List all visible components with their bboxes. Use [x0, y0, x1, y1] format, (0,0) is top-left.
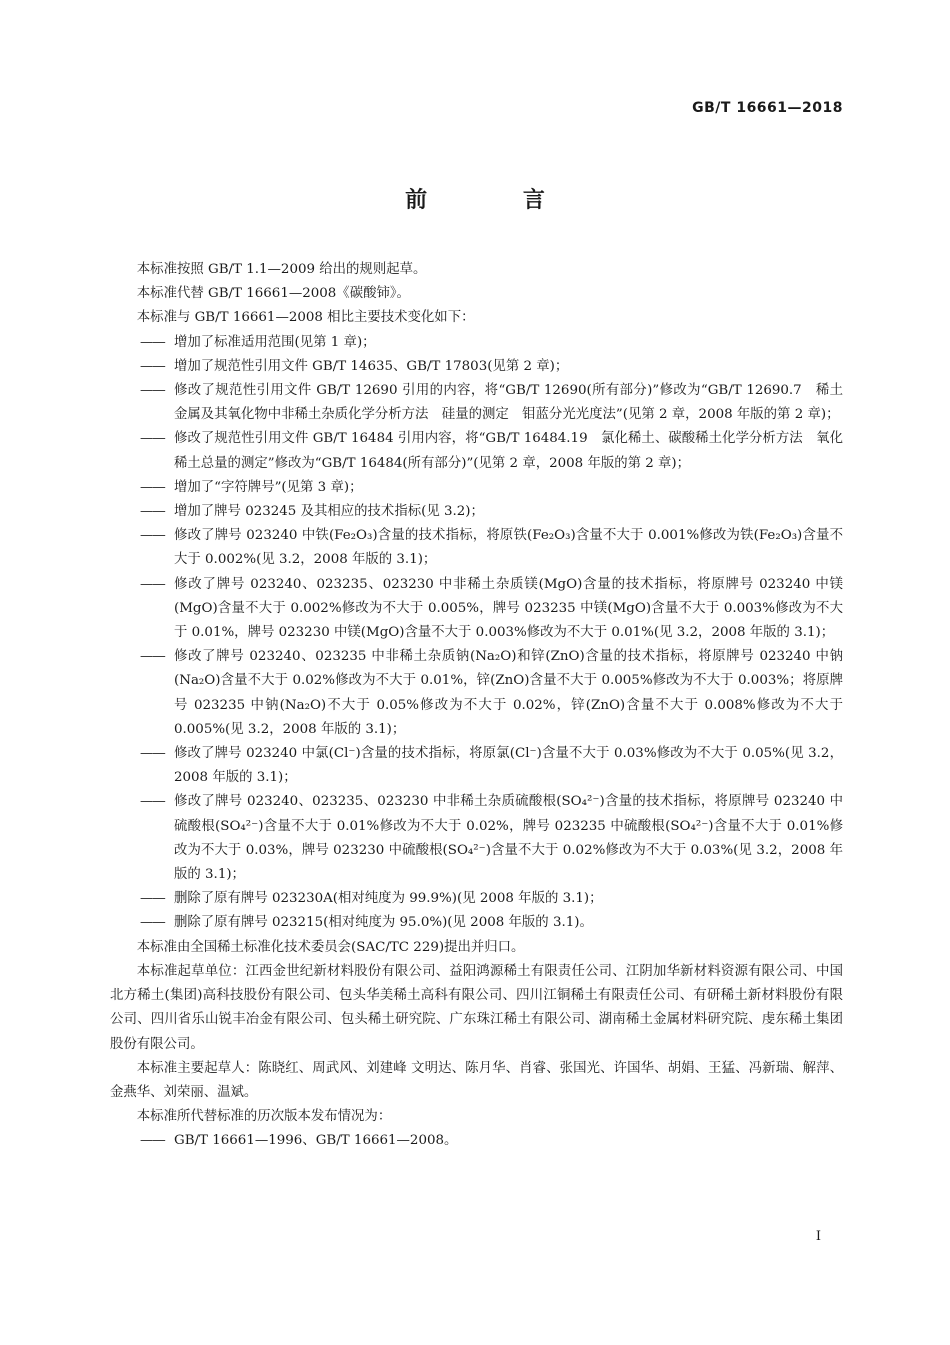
- dash-marker: ——: [140, 504, 165, 520]
- dash-marker: ——: [140, 479, 165, 495]
- dash-marker: ——: [140, 383, 165, 399]
- dash-marker: ——: [140, 576, 165, 592]
- closing-paragraph: 本标准主要起草人：陈晓红、周武风、刘建峰 文明达、陈月华、肖睿、张国光、许国华、胡娟、王猛、冯新瑞、解萍、金燕华、刘荣丽、温斌。: [110, 1060, 843, 1100]
- closing-paragraph: 本标准由全国稀土标准化技术委员会(SAC/TC 229)提出并归口。: [136, 939, 525, 955]
- change-item: [110, 524, 843, 572]
- intro-paragraph: 本标准代替 GB/T 16661—2008《碳酸铈》。: [136, 286, 410, 302]
- dash-marker: ——: [140, 915, 165, 931]
- dash-marker: ——: [140, 746, 165, 762]
- history-text: GB/T 16661—1996、GB/T 16661—2008。: [174, 1133, 458, 1149]
- change-text: 删除了原有牌号 023215(相对纯度为 95.0%)(见 2008 年版的 3.1)。: [174, 915, 593, 931]
- change-text: 增加了规范性引用文件 GB/T 14635、GB/T 17803(见第 2 章)；: [174, 358, 569, 374]
- change-text: 增加了标准适用范围(见第 1 章)；: [174, 334, 376, 350]
- closing-paragraph: 本标准起草单位：江西金世纪新材料股份有限公司、益阳鸿源稀土有限责任公司、江阴加华新材料资源有限公司、中国北方稀土(集团)高科技股份有限公司、包头华美稀土高科有限公司、四川江铜稀土有限责任公司、有研稀土新材料股份有限公司、四川省乐山锐丰冶金有限公司、包头稀土研究院、广东珠江稀土有限公司、湖南稀土金属材料研究院、虔东稀土集团股份有限公司。: [110, 963, 843, 1052]
- change-item: [110, 379, 843, 427]
- change-item: [110, 742, 843, 790]
- dash-marker: ——: [140, 649, 165, 665]
- change-text: 删除了原有牌号 023230A(相对纯度为 99.9%)(见 2008 年版的 3.1)；: [174, 891, 603, 907]
- change-item: [110, 500, 843, 524]
- history-item: [110, 1129, 843, 1153]
- change-item: [110, 887, 843, 911]
- intro-paragraph: 本标准按照 GB/T 1.1—2009 给出的规则起草。: [136, 262, 427, 277]
- dash-marker: ——: [140, 891, 165, 907]
- dash-marker: ——: [140, 334, 165, 350]
- change-item: [110, 790, 843, 887]
- change-item: [110, 911, 843, 935]
- change-item: [110, 331, 843, 355]
- page-title: 前 言: [405, 188, 589, 213]
- change-item: [110, 427, 843, 475]
- page-number: I: [815, 1229, 821, 1244]
- change-text: 修改了牌号 023240 中氯(Cl⁻)含量的技术指标，将原氯(Cl⁻)含量不大于 0.03%修改为不大于 0.05%(见 3.2，2008 年版的 3.1)；: [174, 746, 843, 786]
- dash-marker: ——: [140, 358, 165, 374]
- change-item: [110, 355, 843, 379]
- change-text: 修改了规范性引用文件 GB/T 16484 引用内容，将“GB/T 16484.19 氯化稀土、碳酸稀土化学分析方法 氧化稀土总量的测定”修改为“GB/T 16484(所有部分)”(见第 2 章，2008 年版的第 2 章)；: [174, 431, 843, 471]
- dash-marker: ——: [140, 794, 165, 810]
- change-text: 修改了牌号 023240、023235、023230 中非稀土杂质硫酸根(SO₄²⁻)含量的技术指标，将原牌号 023240 中硫酸根(SO₄²⁻)含量不大于 0.01%修改为不大于 0.02%，牌号 023235 中硫酸根(SO₄²⁻)含量不大于 0.01%修改为不大于 0.03%，牌号 023230 中硫酸根(SO₄²⁻)含量不大于 0.02%修改为不大于 0.03%(见 3.2，2008 年版的 3.1)；: [174, 794, 843, 883]
- closing-paragraph: 本标准所代替标准的历次版本发布情况为：: [136, 1109, 392, 1125]
- change-text: 增加了牌号 023245 及其相应的技术指标(见 3.2)；: [174, 504, 484, 520]
- change-item: [110, 476, 843, 500]
- change-item: [110, 645, 843, 742]
- dash-marker: ——: [140, 528, 165, 544]
- change-text: 修改了牌号 023240、023235 中非稀土杂质钠(Na₂O)和锌(ZnO)含量的技术指标，将原牌号 023240 中钠(Na₂O)含量不大于 0.02%修改为不大于 0.01%，锌(ZnO)含量不大于 0.005%修改为不大于 0.003%；将原牌号 023235 中钠(Na₂O)不大于 0.05%修改为不大于 0.02%，锌(ZnO)含量不大于 0.008%修改为不大于 0.005%(见 3.2，2008 年版的 3.1)；: [174, 649, 843, 737]
- foreword-body: [110, 258, 843, 1154]
- change-text: 修改了牌号 023240 中铁(Fe₂O₃)含量的技术指标，将原铁(Fe₂O₃)含量不大于 0.001%修改为铁(Fe₂O₃)含量不大于 0.002%(见 3.2，2008 年版的 3.1)；: [174, 528, 843, 568]
- change-text: 增加了“字符牌号”(见第 3 章)；: [174, 479, 363, 495]
- dash-marker: ——: [140, 431, 165, 447]
- change-item: [110, 573, 843, 646]
- change-text: 修改了规范性引用文件 GB/T 12690 引用的内容，将“GB/T 12690(所有部分)”修改为“GB/T 12690.7 稀土金属及其氧化物中非稀土杂质化学分析方法 硅量的测定 钼蓝分光光度法”(见第 2 章，2008 年版的第 2 章)；: [174, 383, 843, 423]
- change-text: 修改了牌号 023240、023235、023230 中非稀土杂质镁(MgO)含量的技术指标，将原牌号 023240 中镁(MgO)含量不大于 0.002%修改为不大于 0.005%，牌号 023235 中镁(MgO)含量不大于 0.003%修改为不大于 0.01%，牌号 023230 中镁(MgO)含量不大于 0.003%修改为不大于 0.01%(见 3.2，2008 年版的 3.1)；: [174, 576, 843, 641]
- dash-marker: ——: [140, 1133, 165, 1149]
- intro-paragraph: 本标准与 GB/T 16661—2008 相比主要技术变化如下：: [136, 310, 475, 326]
- standard-number: GB/T 16661—2018: [692, 100, 843, 116]
